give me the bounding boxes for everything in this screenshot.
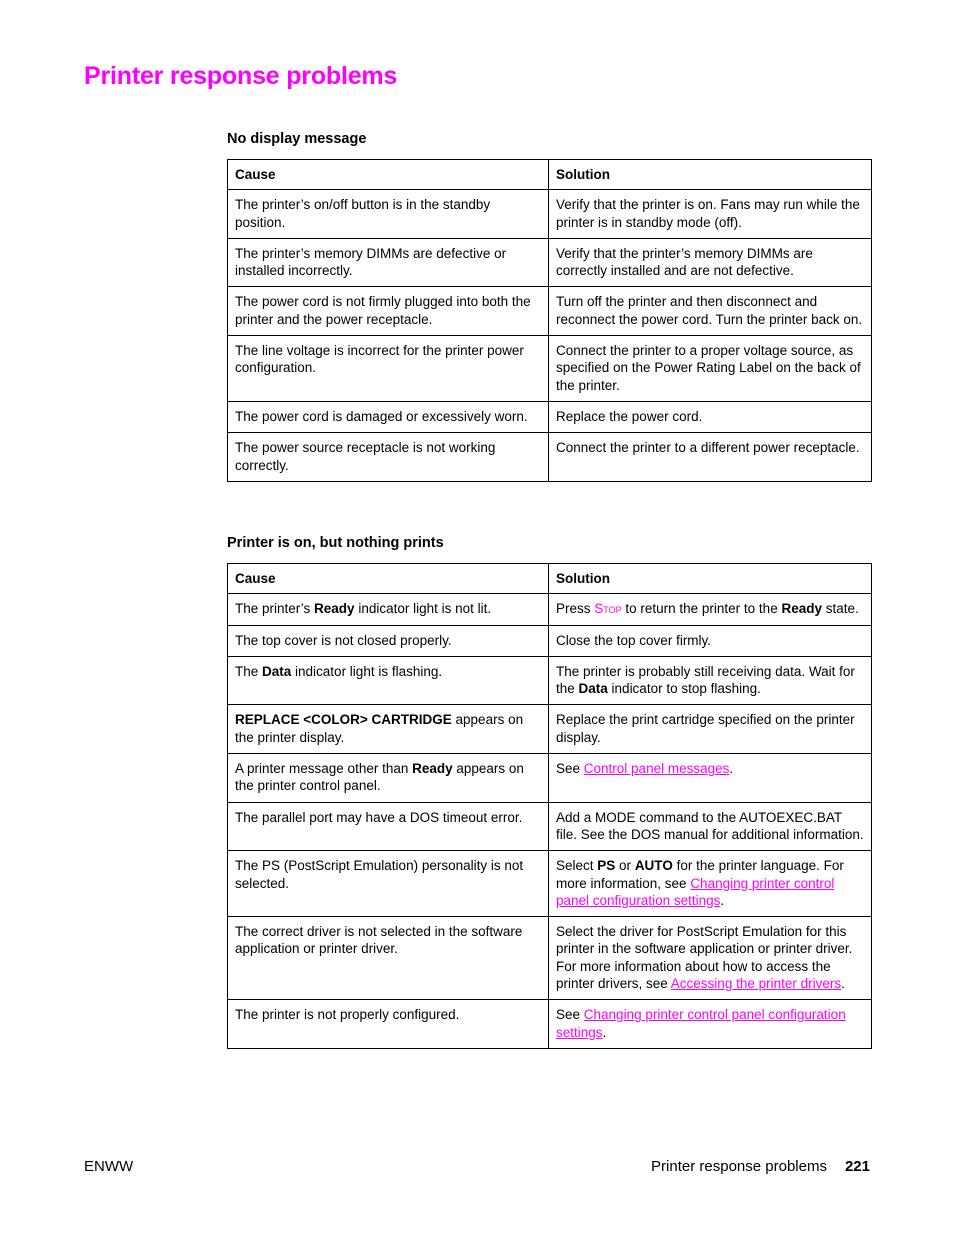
text-run: . <box>729 761 734 777</box>
ready-label: Ready <box>412 761 453 777</box>
solution-cell: Verify that the printer’s memory DIMMs are correctly installed and are not defective. <box>549 238 872 287</box>
table-row <box>228 238 872 287</box>
ready-label: Ready <box>314 601 355 617</box>
text-run: Select the driver for PostScript Emulation for this printer in the software application or printer driver. For more information about how to access the printer drivers, see <box>556 924 853 992</box>
solution-cell <box>549 1000 872 1049</box>
text-run: for the printer language. For more information, see <box>556 858 844 891</box>
solution-cell: Close the top cover firmly. <box>549 625 872 656</box>
text-run: appears on the printer control panel. <box>235 761 524 794</box>
cause-cell: The parallel port may have a DOS timeout error. <box>228 802 549 851</box>
ready-label: Ready <box>781 601 822 617</box>
changing-config-settings-link[interactable]: Changing printer control panel configuration settings <box>556 1007 846 1040</box>
cause-cell: The correct driver is not selected in the software application or printer driver. <box>228 917 549 1000</box>
cause-cell: The power source receptacle is not working correctly. <box>228 433 549 482</box>
section-heading-no-display: No display message <box>227 131 367 147</box>
cause-cell: The top cover is not closed properly. <box>228 625 549 656</box>
table-row <box>228 594 872 625</box>
table-row <box>228 851 872 917</box>
solution-cell: Replace the print cartridge specified on the printer display. <box>549 705 872 754</box>
cause-cell: The line voltage is incorrect for the printer power configuration. <box>228 336 549 402</box>
table-row <box>228 336 872 402</box>
page-title: Printer response problems <box>84 62 398 90</box>
solution-cell <box>549 851 872 917</box>
cause-cell <box>228 705 549 754</box>
solution-cell: Connect the printer to a different power receptacle. <box>549 433 872 482</box>
message-label: REPLACE <COLOR> CARTRIDGE <box>235 712 452 728</box>
cause-cell: The printer’s on/off button is in the standby position. <box>228 190 549 239</box>
table-row <box>228 705 872 754</box>
table-row <box>228 625 872 656</box>
cause-cell: The power cord is not firmly plugged into both the printer and the power receptacle. <box>228 287 549 336</box>
control-panel-messages-link[interactable]: Control panel messages <box>583 761 730 777</box>
table-row <box>228 433 872 482</box>
ps-label: PS <box>597 858 616 874</box>
no-display-table <box>227 159 872 482</box>
data-label: Data <box>578 681 608 697</box>
stop-key-label: Stop <box>594 601 622 617</box>
accessing-printer-drivers-link[interactable]: Accessing the printer drivers <box>670 976 842 992</box>
column-header-cause: Cause <box>228 564 549 594</box>
solution-cell: Verify that the printer is on. Fans may run while the printer is in standby mode (off). <box>549 190 872 239</box>
footer-right <box>651 1158 870 1175</box>
text-run: Press <box>556 601 595 617</box>
changing-config-settings-link[interactable]: Changing printer control panel configuration settings <box>556 875 835 908</box>
table-header-row <box>228 160 872 190</box>
solution-cell: Replace the power cord. <box>549 401 872 432</box>
table-row <box>228 1000 872 1049</box>
table-header-row <box>228 564 872 594</box>
nothing-prints-table <box>227 563 872 1049</box>
solution-cell <box>549 754 872 803</box>
cause-cell: The printer’s memory DIMMs are defective or installed incorrectly. <box>228 238 549 287</box>
text-run: The <box>235 663 263 679</box>
text-run: or <box>615 858 635 874</box>
text-run: . <box>841 976 845 992</box>
table-row <box>228 802 872 851</box>
data-label: Data <box>262 663 292 679</box>
text-run: appears on the printer display. <box>235 712 524 745</box>
text-run: See <box>556 1007 584 1023</box>
text-run: See <box>556 761 584 777</box>
solution-cell <box>549 656 872 705</box>
section-heading-nothing-prints: Printer is on, but nothing prints <box>227 535 444 551</box>
text-run: . <box>602 1024 607 1040</box>
solution-cell: Add a MODE command to the AUTOEXEC.BAT file. See the DOS manual for additional information. <box>549 802 872 851</box>
solution-cell <box>549 594 872 625</box>
text-run: The printer’s <box>235 601 315 617</box>
text-run: The printer is probably still receiving data. Wait for the <box>556 663 855 697</box>
cause-cell: The PS (PostScript Emulation) personality is not selected. <box>228 851 549 917</box>
footer-left: ENWW <box>84 1158 134 1175</box>
table-row <box>228 917 872 1000</box>
table-row <box>228 656 872 705</box>
text-run: indicator light is flashing. <box>291 663 443 679</box>
column-header-solution: Solution <box>549 160 872 190</box>
cause-cell <box>228 656 549 705</box>
text-run: to return the printer to the <box>621 601 782 617</box>
page-number: 221 <box>844 1158 870 1175</box>
table-row <box>228 401 872 432</box>
solution-cell: Connect the printer to a proper voltage source, as specified on the Power Rating Label on the back of the printer. <box>549 336 872 402</box>
cause-cell: The printer is not properly configured. <box>228 1000 549 1049</box>
text-run: A printer message other than <box>235 761 413 777</box>
solution-cell: Turn off the printer and then disconnect and reconnect the power cord. Turn the printer back on. <box>549 287 872 336</box>
text-run: state. <box>821 601 859 617</box>
table-row <box>228 287 872 336</box>
footer-section-title: Printer response problems <box>651 1158 827 1175</box>
cause-cell <box>228 594 549 625</box>
solution-cell <box>549 917 872 1000</box>
text-run: . <box>720 892 725 908</box>
column-header-cause: Cause <box>228 160 549 190</box>
auto-label: AUTO <box>634 858 673 874</box>
column-header-solution: Solution <box>549 564 872 594</box>
text-run: indicator light is not lit. <box>354 601 492 617</box>
table-row <box>228 190 872 239</box>
text-run: indicator to stop flashing. <box>607 681 761 697</box>
cause-cell <box>228 754 549 803</box>
table-row <box>228 754 872 803</box>
text-run: Select <box>556 858 598 874</box>
cause-cell: The power cord is damaged or excessively worn. <box>228 401 549 432</box>
